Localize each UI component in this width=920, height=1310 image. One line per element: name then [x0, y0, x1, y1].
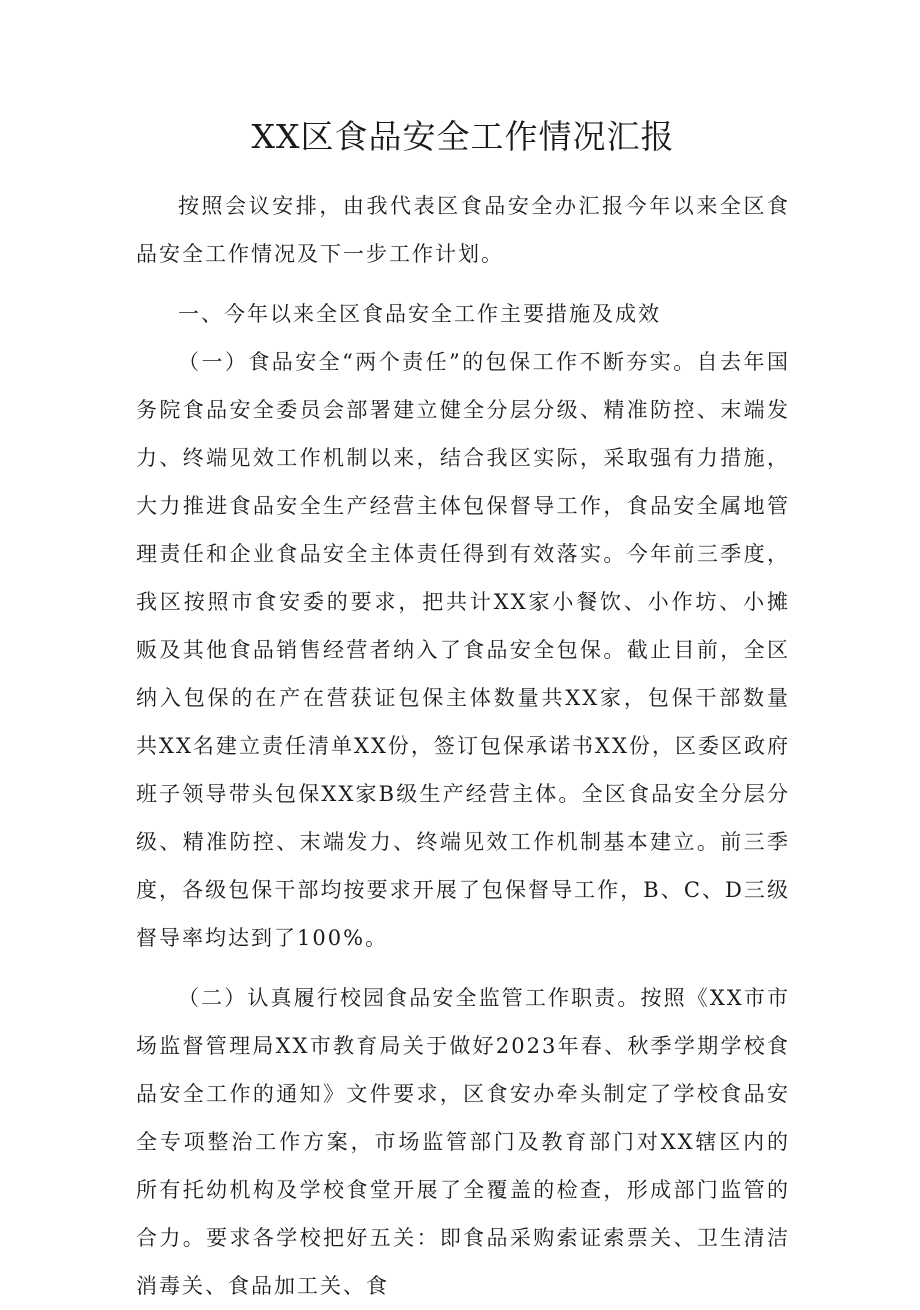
intro-paragraph: 按照会议安排，由我代表区食品安全办汇报今年以来全区食品安全工作情况及下一步工作计划。 [136, 194, 790, 266]
document-page [136, 112, 790, 1310]
document-title: XX区食品安全工作情况汇报 [251, 117, 675, 156]
body-paragraph-1: （一）食品安全“两个责任”的包保工作不断夯实。自去年国务院食品安全委员会部署建立健全分层分级、精准防控、末端发力、终端见效工作机制以来，结合我区实际，采取强有力措施，大力推进食品安全生产经营主体包保督导工作，食品安全属地管理责任和企业食品安全主体责任得到有效落实。今年前三季度，我区按照市食安委的要求，把共计XX家小餐饮、小作坊、小摊贩及其他食品销售经营者纳入了食品安全包保。截止目前，全区纳入包保的在产在营获证包保主体数量共XX家，包保干部数量共XX名建立责任清单XX份，签订包保承诺书XX份，区委区政府班子领导带头包保XX家B级生产经营主体。全区食品安全分层分级、精准防控、末端发力、终端见效工作机制基本建立。前三季度，各级包保干部均按要求开展了包保督导工作，B、C、D三级督导率均达到了100%。 [136, 350, 790, 950]
body-paragraph-2: （二）认真履行校园食品安全监管工作职责。按照《XX市市场监督管理局XX市教育局关于做好2023年春、秋季学期学校食品安全工作的通知》文件要求，区食安办牵头制定了学校食品安全专项整治工作方案，市场监管部门及教育部门对XX辖区内的所有托幼机构及学校食堂开展了全覆盖的检查，形成部门监管的合力。要求各学校把好五关：即食品采购索证索票关、卫生清洁消毒关、食品加工关、食 [136, 986, 790, 1298]
section-heading: 一、今年以来全区食品安全工作主要措施及成效 [178, 302, 661, 326]
